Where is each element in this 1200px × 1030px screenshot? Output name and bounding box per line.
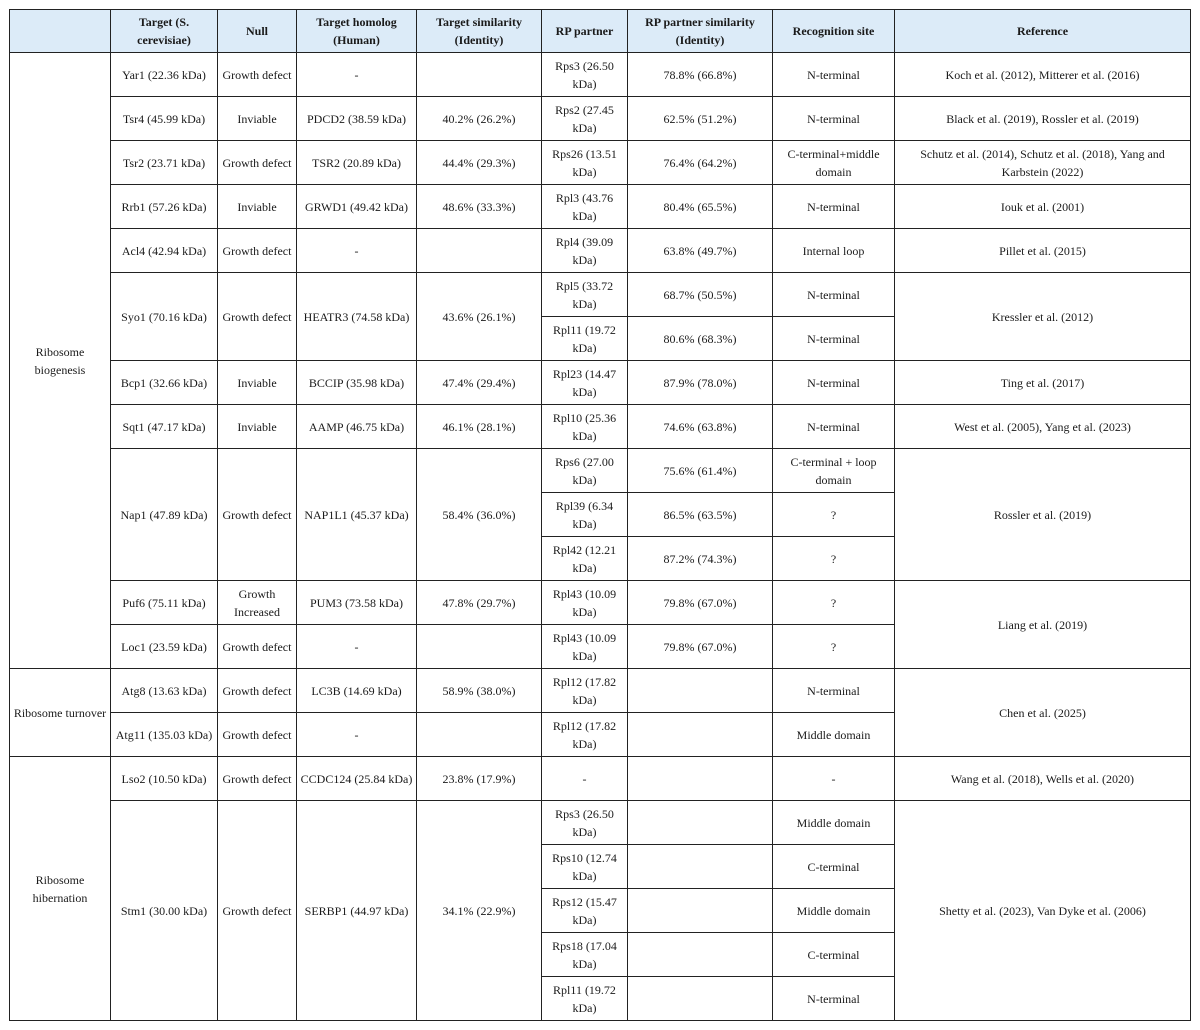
null-cell: Inviable (218, 361, 297, 405)
similarity-cell: 48.6% (33.3%) (417, 185, 542, 229)
homolog-cell: CCDC124 (25.84 kDa) (297, 757, 417, 801)
target-cell: Loc1 (23.59 kDa) (111, 625, 218, 669)
table-row (10, 801, 1191, 845)
similarity-cell (417, 713, 542, 757)
null-cell: Growth defect (218, 53, 297, 97)
reference-cell: Ting et al. (2017) (895, 361, 1191, 405)
target-cell: Rrb1 (57.26 kDa) (111, 185, 218, 229)
rp-partner-cell: - (542, 757, 628, 801)
null-cell: Growth defect (218, 801, 297, 1021)
recognition-site-cell: ? (773, 537, 895, 581)
similarity-cell: 23.8% (17.9%) (417, 757, 542, 801)
rp-partner-cell: Rpl12 (17.82 kDa) (542, 713, 628, 757)
recognition-site-cell: N-terminal (773, 273, 895, 317)
rp-similarity-cell: 79.8% (67.0%) (628, 625, 773, 669)
ribosome-protein-table (9, 9, 1191, 1021)
rp-partner-cell: Rpl4 (39.09 kDa) (542, 229, 628, 273)
rp-partner-cell: Rps3 (26.50 kDa) (542, 53, 628, 97)
similarity-cell: 40.2% (26.2%) (417, 97, 542, 141)
reference-cell: Kressler et al. (2012) (895, 273, 1191, 361)
similarity-cell: 58.9% (38.0%) (417, 669, 542, 713)
rp-partner-cell: Rps2 (27.45 kDa) (542, 97, 628, 141)
rp-partner-cell: Rpl11 (19.72 kDa) (542, 317, 628, 361)
rp-partner-cell: Rpl43 (10.09 kDa) (542, 625, 628, 669)
target-cell: Sqt1 (47.17 kDa) (111, 405, 218, 449)
rp-partner-cell: Rps3 (26.50 kDa) (542, 801, 628, 845)
homolog-cell: AAMP (46.75 kDa) (297, 405, 417, 449)
recognition-site-cell: N-terminal (773, 405, 895, 449)
similarity-cell: 44.4% (29.3%) (417, 141, 542, 185)
recognition-site-cell: N-terminal (773, 97, 895, 141)
category-biogenesis: Ribosome biogenesis (10, 53, 111, 669)
reference-cell: Pillet et al. (2015) (895, 229, 1191, 273)
reference-cell: Liang et al. (2019) (895, 581, 1191, 669)
null-cell: Inviable (218, 97, 297, 141)
reference-cell: Koch et al. (2012), Mitterer et al. (2016) (895, 53, 1191, 97)
header-target-similarity: Target similarity (Identity) (417, 10, 542, 53)
homolog-cell: HEATR3 (74.58 kDa) (297, 273, 417, 361)
table-row (10, 229, 1191, 273)
recognition-site-cell: N-terminal (773, 185, 895, 229)
null-cell: Growth defect (218, 229, 297, 273)
rp-similarity-cell (628, 845, 773, 889)
table-row (10, 185, 1191, 229)
rp-similarity-cell (628, 801, 773, 845)
header-target: Target (S. cerevisiae) (111, 10, 218, 53)
recognition-site-cell: ? (773, 493, 895, 537)
recognition-site-cell: C-terminal (773, 933, 895, 977)
rp-similarity-cell: 87.2% (74.3%) (628, 537, 773, 581)
homolog-cell: - (297, 625, 417, 669)
rp-partner-cell: Rps18 (17.04 kDa) (542, 933, 628, 977)
null-cell: Growth defect (218, 757, 297, 801)
null-cell: Growth defect (218, 449, 297, 581)
rp-similarity-cell: 80.6% (68.3%) (628, 317, 773, 361)
header-reference: Reference (895, 10, 1191, 53)
recognition-site-cell: ? (773, 581, 895, 625)
recognition-site-cell: ? (773, 625, 895, 669)
header-rp-partner: RP partner (542, 10, 628, 53)
similarity-cell: 43.6% (26.1%) (417, 273, 542, 361)
recognition-site-cell: Internal loop (773, 229, 895, 273)
rp-similarity-cell: 86.5% (63.5%) (628, 493, 773, 537)
null-cell: Growth defect (218, 713, 297, 757)
rp-partner-cell: Rpl39 (6.34 kDa) (542, 493, 628, 537)
homolog-cell: GRWD1 (49.42 kDa) (297, 185, 417, 229)
rp-partner-cell: Rpl10 (25.36 kDa) (542, 405, 628, 449)
recognition-site-cell: - (773, 757, 895, 801)
target-cell: Lso2 (10.50 kDa) (111, 757, 218, 801)
null-cell: Inviable (218, 185, 297, 229)
reference-cell: Chen et al. (2025) (895, 669, 1191, 757)
target-cell: Puf6 (75.11 kDa) (111, 581, 218, 625)
recognition-site-cell: Middle domain (773, 713, 895, 757)
rp-similarity-cell: 87.9% (78.0%) (628, 361, 773, 405)
rp-partner-cell: Rps26 (13.51 kDa) (542, 141, 628, 185)
null-cell: Growth defect (218, 625, 297, 669)
rp-similarity-cell (628, 933, 773, 977)
rp-similarity-cell (628, 977, 773, 1021)
reference-cell: Rossler et al. (2019) (895, 449, 1191, 581)
table-row (10, 669, 1191, 713)
header-recognition-site: Recognition site (773, 10, 895, 53)
table-row (10, 141, 1191, 185)
rp-similarity-cell: 79.8% (67.0%) (628, 581, 773, 625)
target-cell: Syo1 (70.16 kDa) (111, 273, 218, 361)
header-rp-similarity: RP partner similarity (Identity) (628, 10, 773, 53)
similarity-cell: 46.1% (28.1%) (417, 405, 542, 449)
rp-similarity-cell: 63.8% (49.7%) (628, 229, 773, 273)
target-cell: Atg11 (135.03 kDa) (111, 713, 218, 757)
table-row (10, 273, 1191, 317)
reference-cell: Shetty et al. (2023), Van Dyke et al. (2006) (895, 801, 1191, 1021)
header-null: Null (218, 10, 297, 53)
category-hibernation: Ribosome hibernation (10, 757, 111, 1021)
rp-partner-cell: Rpl3 (43.76 kDa) (542, 185, 628, 229)
rp-similarity-cell: 78.8% (66.8%) (628, 53, 773, 97)
header-category (10, 10, 111, 53)
reference-cell: Schutz et al. (2014), Schutz et al. (2018), Yang and Karbstein (2022) (895, 141, 1191, 185)
recognition-site-cell: N-terminal (773, 53, 895, 97)
recognition-site-cell: C-terminal + loop domain (773, 449, 895, 493)
target-cell: Acl4 (42.94 kDa) (111, 229, 218, 273)
reference-cell: Wang et al. (2018), Wells et al. (2020) (895, 757, 1191, 801)
reference-cell: Black et al. (2019), Rossler et al. (2019) (895, 97, 1191, 141)
rp-partner-cell: Rps10 (12.74 kDa) (542, 845, 628, 889)
homolog-cell: - (297, 713, 417, 757)
target-cell: Stm1 (30.00 kDa) (111, 801, 218, 1021)
header-homolog: Target homolog (Human) (297, 10, 417, 53)
table-row (10, 757, 1191, 801)
null-cell: Growth Increased (218, 581, 297, 625)
similarity-cell: 47.8% (29.7%) (417, 581, 542, 625)
table-row (10, 361, 1191, 405)
category-turnover: Ribosome turnover (10, 669, 111, 757)
homolog-cell: TSR2 (20.89 kDa) (297, 141, 417, 185)
rp-partner-cell: Rps12 (15.47 kDa) (542, 889, 628, 933)
target-cell: Yar1 (22.36 kDa) (111, 53, 218, 97)
null-cell: Growth defect (218, 669, 297, 713)
homolog-cell: PDCD2 (38.59 kDa) (297, 97, 417, 141)
target-cell: Atg8 (13.63 kDa) (111, 669, 218, 713)
rp-similarity-cell: 80.4% (65.5%) (628, 185, 773, 229)
similarity-cell: 34.1% (22.9%) (417, 801, 542, 1021)
recognition-site-cell: Middle domain (773, 889, 895, 933)
rp-similarity-cell: 62.5% (51.2%) (628, 97, 773, 141)
rp-partner-cell: Rpl11 (19.72 kDa) (542, 977, 628, 1021)
rp-similarity-cell: 76.4% (64.2%) (628, 141, 773, 185)
homolog-cell: LC3B (14.69 kDa) (297, 669, 417, 713)
homolog-cell: NAP1L1 (45.37 kDa) (297, 449, 417, 581)
recognition-site-cell: C-terminal+middle domain (773, 141, 895, 185)
homolog-cell: - (297, 53, 417, 97)
recognition-site-cell: N-terminal (773, 977, 895, 1021)
similarity-cell (417, 625, 542, 669)
recognition-site-cell: Middle domain (773, 801, 895, 845)
homolog-cell: - (297, 229, 417, 273)
recognition-site-cell: N-terminal (773, 669, 895, 713)
homolog-cell: BCCIP (35.98 kDa) (297, 361, 417, 405)
similarity-cell: 47.4% (29.4%) (417, 361, 542, 405)
target-cell: Tsr2 (23.71 kDa) (111, 141, 218, 185)
homolog-cell: SERBP1 (44.97 kDa) (297, 801, 417, 1021)
rp-partner-cell: Rps6 (27.00 kDa) (542, 449, 628, 493)
similarity-cell (417, 53, 542, 97)
null-cell: Growth defect (218, 141, 297, 185)
rp-similarity-cell (628, 889, 773, 933)
recognition-site-cell: N-terminal (773, 317, 895, 361)
reference-cell: Iouk et al. (2001) (895, 185, 1191, 229)
table-row (10, 581, 1191, 625)
table-row (10, 97, 1191, 141)
target-cell: Bcp1 (32.66 kDa) (111, 361, 218, 405)
recognition-site-cell: N-terminal (773, 361, 895, 405)
target-cell: Nap1 (47.89 kDa) (111, 449, 218, 581)
reference-cell: West et al. (2005), Yang et al. (2023) (895, 405, 1191, 449)
rp-similarity-cell: 68.7% (50.5%) (628, 273, 773, 317)
header-row (10, 10, 1191, 53)
table-row (10, 449, 1191, 493)
rp-partner-cell: Rpl23 (14.47 kDa) (542, 361, 628, 405)
similarity-cell: 58.4% (36.0%) (417, 449, 542, 581)
recognition-site-cell: C-terminal (773, 845, 895, 889)
table-row (10, 405, 1191, 449)
null-cell: Inviable (218, 405, 297, 449)
target-cell: Tsr4 (45.99 kDa) (111, 97, 218, 141)
rp-partner-cell: Rpl43 (10.09 kDa) (542, 581, 628, 625)
similarity-cell (417, 229, 542, 273)
rp-partner-cell: Rpl42 (12.21 kDa) (542, 537, 628, 581)
rp-partner-cell: Rpl12 (17.82 kDa) (542, 669, 628, 713)
rp-similarity-cell: 74.6% (63.8%) (628, 405, 773, 449)
rp-similarity-cell (628, 669, 773, 713)
rp-similarity-cell: 75.6% (61.4%) (628, 449, 773, 493)
homolog-cell: PUM3 (73.58 kDa) (297, 581, 417, 625)
rp-partner-cell: Rpl5 (33.72 kDa) (542, 273, 628, 317)
null-cell: Growth defect (218, 273, 297, 361)
rp-similarity-cell (628, 713, 773, 757)
table-row (10, 53, 1191, 97)
rp-similarity-cell (628, 757, 773, 801)
